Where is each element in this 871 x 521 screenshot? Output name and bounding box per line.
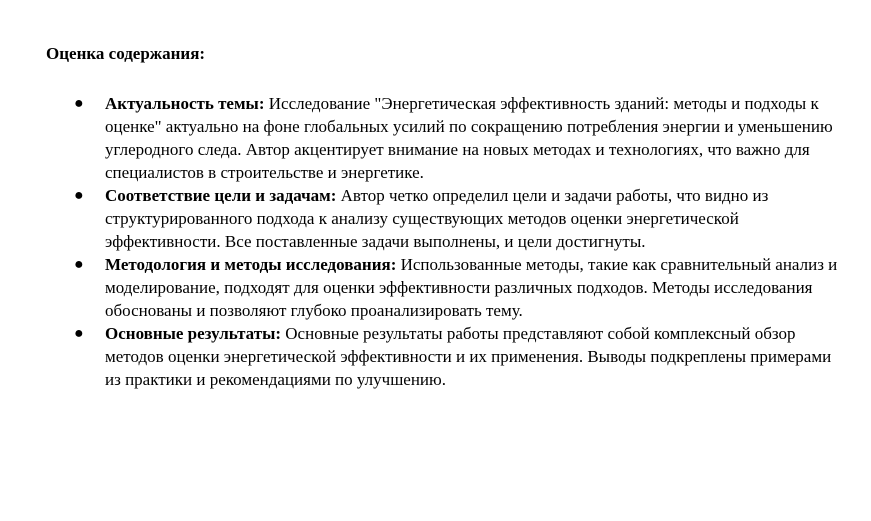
- bullet-icon: ●: [74, 187, 84, 204]
- item-text: Автор четко определил цели и задачи работы, что видно из структурированного подхода к анализу существующих методов оценки энергетической эффективности. Все поставленные задачи выполнены, и цели достигнуты.: [105, 186, 769, 251]
- section-heading: Оценка содержания:: [46, 44, 206, 63]
- item-term: Соответствие цели и задачам:: [105, 186, 337, 205]
- bullet-icon: ●: [74, 325, 84, 342]
- list-item-results: [46, 322, 846, 391]
- bullet-icon: ●: [74, 95, 84, 112]
- list-item-relevance: [46, 92, 846, 184]
- bullet-icon: ●: [74, 256, 84, 273]
- item-term: Основные результаты:: [105, 324, 282, 343]
- item-text: Исследование "Энергетическая эффективность зданий: методы и подходы к оценке" актуально на фоне глобальных усилий по сокращению потребления энергии и уменьшению углеродного следа. Автор акцентирует внимание на новых методах и технологиях, что важно для специалистов в строительстве и энергетике.: [105, 94, 833, 182]
- item-term: Методология и методы исследования:: [105, 255, 397, 274]
- document-body: [46, 42, 846, 391]
- list-item-goals: [46, 184, 846, 253]
- list-item-methodology: [46, 253, 846, 322]
- item-text: Использованные методы, такие как сравнительный анализ и моделирование, подходят для оценки эффективности различных подходов. Методы исследования обоснованы и позволяют глубоко проанализировать тему.: [105, 255, 838, 320]
- item-text: Основные результаты работы представляют собой комплексный обзор методов оценки энергетической эффективности и их применения. Выводы подкреплены примерами из практики и рекомендациями по улучшению.: [105, 324, 832, 389]
- item-term: Актуальность темы:: [105, 94, 265, 113]
- assessment-list: [46, 92, 846, 391]
